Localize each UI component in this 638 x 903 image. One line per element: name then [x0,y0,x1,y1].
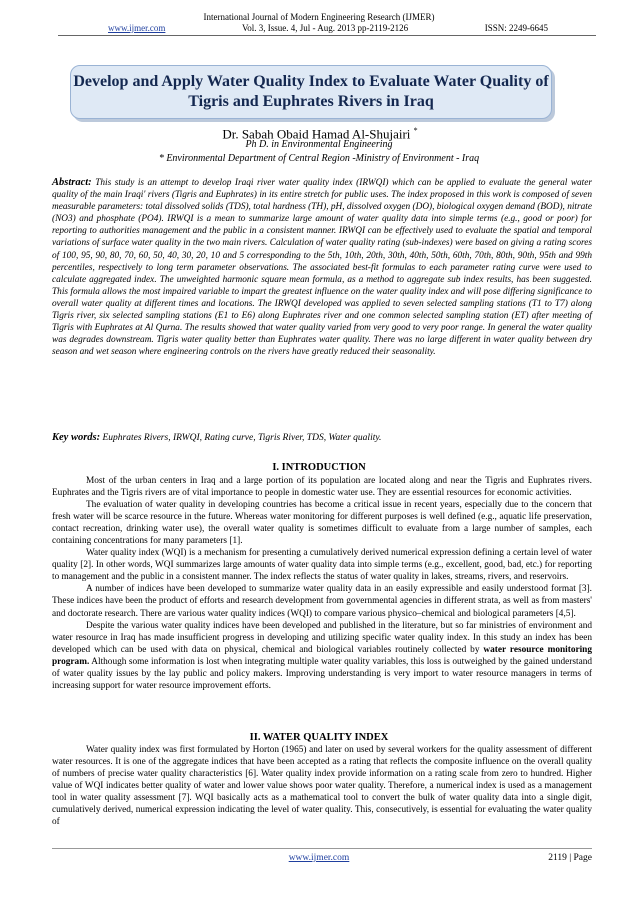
author-degree: Ph D. in Environmental Engineering [245,139,393,150]
paragraph: Water quality index was first formulated by Horton (1965) and later on used by several workers for the quality assessment of different water resources. It is one of the aggregate indices that have been accepted as a rating that reflects the composite influence on the overall quality of numbers of precise water quality characteristics [6]. Water quality index provide information on a rating scale from zero to hundred. Higher value of WQI indicates better quality of water and lower value shows poor water quality. Therefore, a numerical index is used as a management tool in water quality assessment [7]. WQI basically acts as a mathematical tool to convert the bulk of water quality data into a single digit, cumulatively derived, numerical expression indicating the level of water quality. This, consecutively, is essential for evaluating the water quality of [52,745,592,828]
journal-meta-line [108,23,548,34]
section-body-introduction [52,475,592,692]
journal-url-link[interactable]: www.ijmer.com [108,23,166,33]
section-heading-water-quality-index: II. WATER QUALITY INDEX [249,732,389,743]
paragraph: A number of indices have been developed to summarize water quality data in an easily expressible and easily understood format [3]. These indices have been the product of efforts and research development from governmental agencies in different strata, as well as from masters' and doctorate research. There are various water quality indices (WQI) to compare various physico–chemical and biological parameters [4,5]. [52,584,592,619]
footer-url-link[interactable]: www.ijmer.com [288,853,350,863]
abstract-text: This study is an attempt to develop Iraqi river water quality index (IRWQI) which can be applied to evaluate the general water quality of the main Iraqi' rivers (Tigris and Euphrates) in its entire stretch for public uses. The index proposed in this work is composed of seven measurable parameters: total dissolved solids (TDS), total hardness (TH), pH, dissolved oxygen (DO), biological oxygen demand (BOD), nitrate (NO3) and phosphate (PO4). IRWQI is a mean to summarize large amount of water quality data into simple terms (e.g., good or poor) for reporting to authorities management and the public in a consistent manner. IRWQI can be effectively used to evaluate the spatial and temporal variations of surface water quality in the two main rivers. Calculation of water quality rating (sub-indexes) were based on giving a rating scores of 100, 95, 90, 80, 70, 60, 50, 40, 30, 20, 10 and 5 corresponding to the 5th, 10th, 20th, 30th, 40th, 50th, 60th, 70th, 80th, 90th, 95th and 99th percentiles, respectively to long term parameter observations. The associated best-fit formulas to each parameter rating curve were used to calculate aggregated index. The unweighted harmonic square mean formula, as a method to aggregate sub index results, has been suggested. This formula allows the most impaired variable to impart the greatest influence on the water quality index and will pose differing significance to overall water quality at different times and locations. The IRWQI developed was applied to seven selected sampling stations (T1 to T7) along Tigris river, six selected sampling stations (E1 to E6) along Euphrates river and one common selected sampling station (ET) after meeting of Tigris with Euphrates at Al Qurna. The results showed that water quality varied from very good to very poor range. In general the water quality was degrades downstream. Tigris water quality better than Euphrates water quality. There was no large different in water quality between dry season and wet season where engineering controls on the rivers have greatly reduced their seasonality. [52,178,593,358]
author-marker: * [413,126,418,135]
paragraph: The evaluation of water quality in developing countries has become a critical issue in recent years, especially due to the concern that fresh water will be scarce resource in the future. Whereas water monitoring for different purposes is well defined (e.g., aquatic life preservation, contact recreation, drinking water use), the overall water quality is sometimes difficult to evaluate from a large number of samples, each containing concentrations for many parameters [1]. [52,500,592,547]
page-number: 2119 | Page [548,853,592,863]
abstract [52,177,592,358]
section-heading-introduction: I. INTRODUCTION [272,462,366,473]
keywords-label: Key words: [52,432,101,443]
paragraph: Water quality index (WQI) is a mechanism for presenting a cumulatively derived numerical expression defining a certain level of water quality [2]. In other words, WQI summarizes large amounts of water quality data into simple terms (e.g., excellent, good, bad, etc.) for reporting to management and the public in a consistent manner. The index reflects the status of water quality in lakes, streams, rivers, and reservoirs. [52,548,592,583]
journal-issn: ISSN: 2249-6645 [484,23,548,33]
journal-volume: Vol. 3, Issue. 4, Jul - Aug. 2013 pp-2119-2126 [241,23,409,33]
keywords [52,432,592,444]
paragraph-text: Despite the various water quality indices have been developed and published in the literature, but so far ministries of environment and water resource in Iraq has made insufficient progress in developing and utilizing specific water quality index. In this study an index has been developed which can be used with data on physical, chemical and biological variables routinely collected by [52,620,592,655]
footer-divider [52,848,592,849]
author-affiliation: * Environmental Department of Central Region -Ministry of Environment - Iraq [158,153,480,164]
paragraph [52,620,592,692]
journal-name: International Journal of Modern Engineering Research (IJMER) [203,12,435,22]
section-body-water-quality-index [52,744,592,828]
bold-phrase: water resource monitoring program. [52,644,592,667]
abstract-label: Abstract: [52,177,92,188]
author-name: Dr. Sabah Obaid Hamad Al-Shujairi [222,126,411,142]
paragraph: Most of the urban centers in Iraq and a large portion of its population are located along and near the Tigris and Euphrates rivers. Euphrates and the Tigris rivers are of vital importance to people in domestic water use. They are essential resources for economic activities. [52,476,592,499]
header-divider [58,35,596,36]
paragraph-text: Although some information is lost when integrating multiple water quality variables, this loss is outweighed by the gained understand of water quality issues by the lay public and policy makers. Improving understanding is very import to water resource managers in terms of increasing support for water resource improvement efforts. [52,656,592,691]
paper-title: Develop and Apply Water Quality Index to Evaluate Water Quality of Tigris and Euphrates Rivers in Iraq [73,73,549,110]
keywords-text: Euphrates Rivers, IRWQI, Rating curve, Tigris River, TDS, Water quality. [102,433,382,443]
